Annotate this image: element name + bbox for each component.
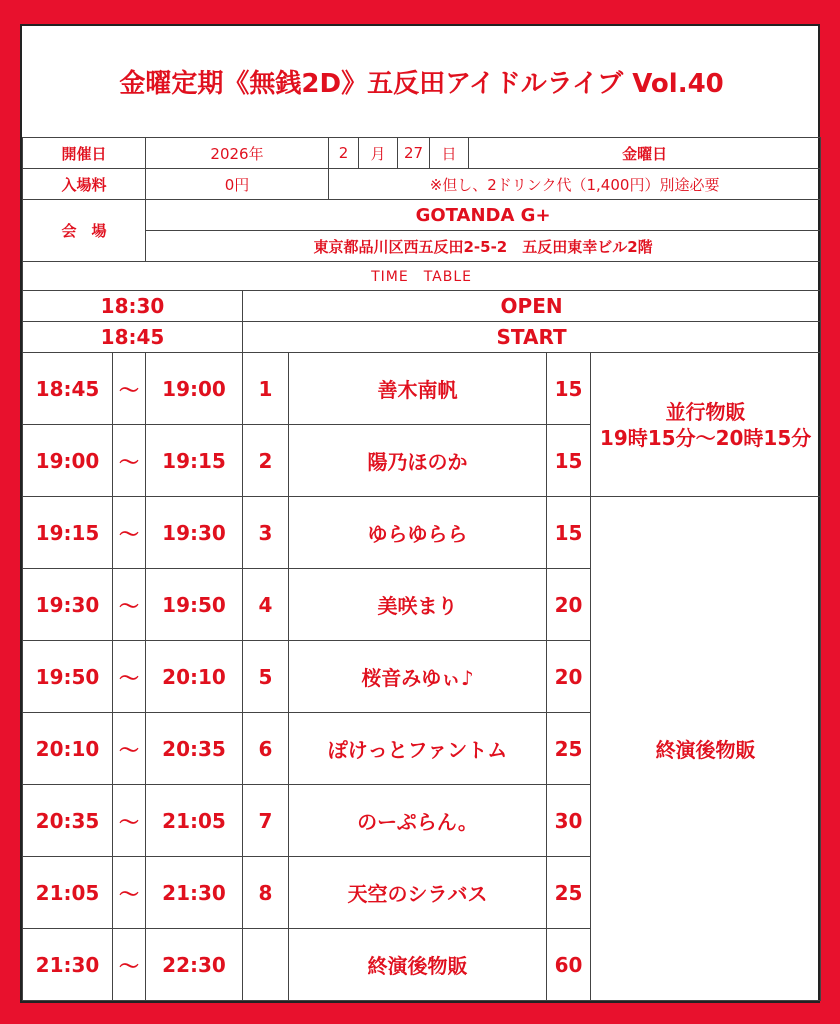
venue-row: [23, 200, 821, 231]
venue-name: GOTANDA G+: [146, 200, 821, 231]
slot-number: 2: [243, 425, 289, 497]
slot-tilde: ～: [113, 929, 146, 1001]
date-row: [23, 138, 821, 169]
date-weekday: 金曜日: [469, 138, 821, 169]
slot-performer: 天空のシラバス: [289, 857, 547, 929]
slot-number: 7: [243, 785, 289, 857]
slot-tilde: ～: [113, 785, 146, 857]
page-title: 金曜定期《無銭2D》五反田アイドルライブ Vol.40: [23, 26, 821, 138]
timetable: [22, 26, 821, 1001]
slot-start-time: 19:30: [23, 569, 113, 641]
after-show-merch-note: 終演後物販: [591, 497, 821, 1001]
slot-start-time: 19:00: [23, 425, 113, 497]
slot-start-time: 19:50: [23, 641, 113, 713]
open-label: OPEN: [243, 291, 821, 322]
slot-end-time: 19:15: [146, 425, 243, 497]
slot-performer: のーぷらん。: [289, 785, 547, 857]
slot-minutes: 15: [547, 497, 591, 569]
slot-minutes: 30: [547, 785, 591, 857]
fee-row: [23, 169, 821, 200]
slot-tilde: ～: [113, 857, 146, 929]
fee-note: ※但し、2ドリンク代（1,400円）別途必要: [329, 169, 821, 200]
slot-number: [243, 929, 289, 1001]
slot-performer: ゆらゆらら: [289, 497, 547, 569]
table-row: [23, 497, 821, 569]
slot-end-time: 21:30: [146, 857, 243, 929]
venue-address: 東京都品川区西五反田2-5-2 五反田東幸ビル2階: [146, 231, 821, 262]
slot-tilde: ～: [113, 641, 146, 713]
timetable-header-row: [23, 262, 821, 291]
slot-start-time: 20:10: [23, 713, 113, 785]
date-month-unit: 月: [359, 138, 398, 169]
slot-end-time: 19:50: [146, 569, 243, 641]
slot-end-time: 20:10: [146, 641, 243, 713]
slot-number: 6: [243, 713, 289, 785]
slot-performer: 桜音みゆぃ♪: [289, 641, 547, 713]
slot-performer: 善木南帆: [289, 353, 547, 425]
slot-minutes: 15: [547, 425, 591, 497]
slot-tilde: ～: [113, 497, 146, 569]
slot-end-time: 19:00: [146, 353, 243, 425]
slot-number: 8: [243, 857, 289, 929]
slot-minutes: 20: [547, 569, 591, 641]
date-day-unit: 日: [430, 138, 469, 169]
slot-minutes: 25: [547, 713, 591, 785]
start-label: START: [243, 322, 821, 353]
open-time: 18:30: [23, 291, 243, 322]
parallel-merch-note: [591, 353, 821, 497]
slot-performer: 美咲まり: [289, 569, 547, 641]
slot-minutes: 25: [547, 857, 591, 929]
slot-number: 4: [243, 569, 289, 641]
parallel-merch-title: 並行物販: [665, 399, 746, 424]
slot-end-time: 21:05: [146, 785, 243, 857]
slot-end-time: 19:30: [146, 497, 243, 569]
timetable-sheet: [20, 24, 820, 1003]
slot-number: 3: [243, 497, 289, 569]
slot-start-time: 19:15: [23, 497, 113, 569]
date-day: 27: [398, 138, 430, 169]
slot-performer: 陽乃ほのか: [289, 425, 547, 497]
slot-minutes: 15: [547, 353, 591, 425]
open-row: [23, 291, 821, 322]
slot-end-time: 20:35: [146, 713, 243, 785]
slot-performer: 終演後物販: [289, 929, 547, 1001]
parallel-merch-time: 19時15分～20時15分: [599, 425, 812, 450]
slot-tilde: ～: [113, 425, 146, 497]
table-row: [23, 353, 821, 425]
slot-tilde: ～: [113, 569, 146, 641]
slot-tilde: ～: [113, 713, 146, 785]
slot-start-time: 21:30: [23, 929, 113, 1001]
slot-start-time: 18:45: [23, 353, 113, 425]
date-label: 開催日: [23, 138, 146, 169]
fee-label: 入場料: [23, 169, 146, 200]
date-month: 2: [329, 138, 359, 169]
slot-minutes: 20: [547, 641, 591, 713]
slot-start-time: 21:05: [23, 857, 113, 929]
start-row: [23, 322, 821, 353]
timetable-header: TIME TABLE: [23, 262, 821, 291]
slot-number: 5: [243, 641, 289, 713]
fee-price: 0円: [146, 169, 329, 200]
slot-performer: ぽけっとファントム: [289, 713, 547, 785]
slot-tilde: ～: [113, 353, 146, 425]
slot-minutes: 60: [547, 929, 591, 1001]
venue-label: 会 場: [23, 200, 146, 262]
slot-end-time: 22:30: [146, 929, 243, 1001]
slot-number: 1: [243, 353, 289, 425]
start-time: 18:45: [23, 322, 243, 353]
date-year: 2026年: [146, 138, 329, 169]
slot-start-time: 20:35: [23, 785, 113, 857]
